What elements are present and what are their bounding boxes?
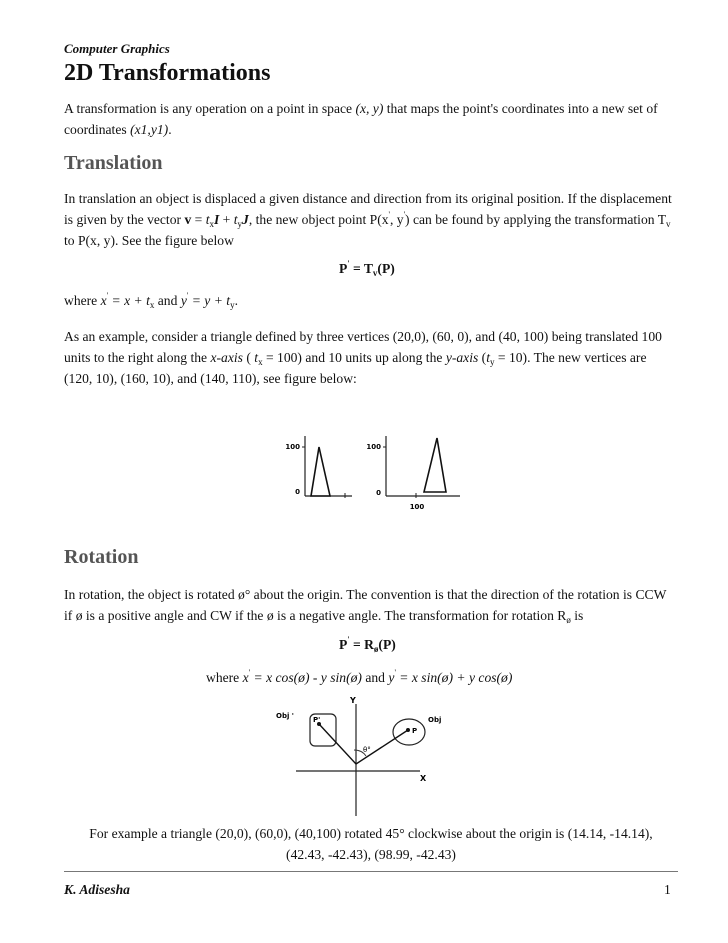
intro-paragraph: A transformation is any operation on a point in space (x, y) that maps the point's coordinates into a new set of coordinates (x1,y1). <box>64 101 658 137</box>
left-y0-label: 0 <box>295 488 300 496</box>
footer-divider <box>64 871 678 872</box>
rotation-figure <box>270 690 450 818</box>
translation-where: where $x' = x + t_x$ and $y' = y + t_y$. <box>64 291 238 310</box>
translation-example: As an example, consider a triangle defined by three vertices (20,0), (60, 0), and (40, 100) being translated 100 units to the right along the x-axis ( $t_x = 100$) and 10 units up along the y-axis $(t_y = 10)$. The new vertices are (120, 10), (160, 10), and (140, 110), see figure below: <box>64 329 662 386</box>
left-y100-label: 100 <box>285 443 300 451</box>
original-triangle <box>311 447 330 496</box>
rot-y-label: Y <box>350 696 356 705</box>
right-y0-label: 0 <box>376 489 381 497</box>
translation-figure <box>284 436 480 516</box>
rot-x-label: X <box>420 774 427 783</box>
rotation-paragraph: In rotation, the object is rotated ø° about the origin. The convention is that the direction of the rotation is CCW if ø is a positive angle and CW if the ø is a negative angle. The transformation for rotation $R_ø$ is <box>64 587 667 625</box>
original-object-ellipse <box>393 719 425 745</box>
translation-paragraph: In translation an object is displaced a given distance and direction from its original position. If the displacement is given by the vector $v = t_xI + t_yJ$, the new object point P(x', y') can be found by applying the transformation $T_v$ to P(x, y). See the figure below <box>64 191 672 248</box>
rotation-where: where x' = x cos(ø) - y sin(ø) and y' = x sin(ø) + y cos(ø) <box>206 668 513 685</box>
rotation-example: For example a triangle (20,0), (60,0), (40,100) rotated 45° clockwise about the origin is (14.14, -14.14), (42.43, -42.43), (98.99, -42.43) <box>89 826 653 862</box>
right-y100-label: 100 <box>366 443 381 451</box>
obj-prime-label: Obj ' <box>276 712 294 720</box>
theta-label: θ° <box>363 746 371 754</box>
p-prime-label: P' <box>313 716 321 724</box>
page-title: 2D Transformations <box>64 60 271 86</box>
page-number: 1 <box>664 882 671 897</box>
rotation-formula: $P' = R_ø(P)$ <box>339 635 396 654</box>
course-header: Computer Graphics <box>64 41 170 56</box>
vector-to-p-prime <box>319 724 356 764</box>
obj-label: Obj <box>428 716 442 724</box>
footer-author: K. Adisesha <box>64 882 130 897</box>
translated-triangle <box>424 438 446 492</box>
translation-formula: $P' = T_v(P)$ <box>339 259 395 278</box>
rotation-heading: Rotation <box>64 546 139 568</box>
p-label: P <box>412 727 418 735</box>
right-x100-label: 100 <box>409 503 425 511</box>
translation-heading: Translation <box>64 152 163 174</box>
